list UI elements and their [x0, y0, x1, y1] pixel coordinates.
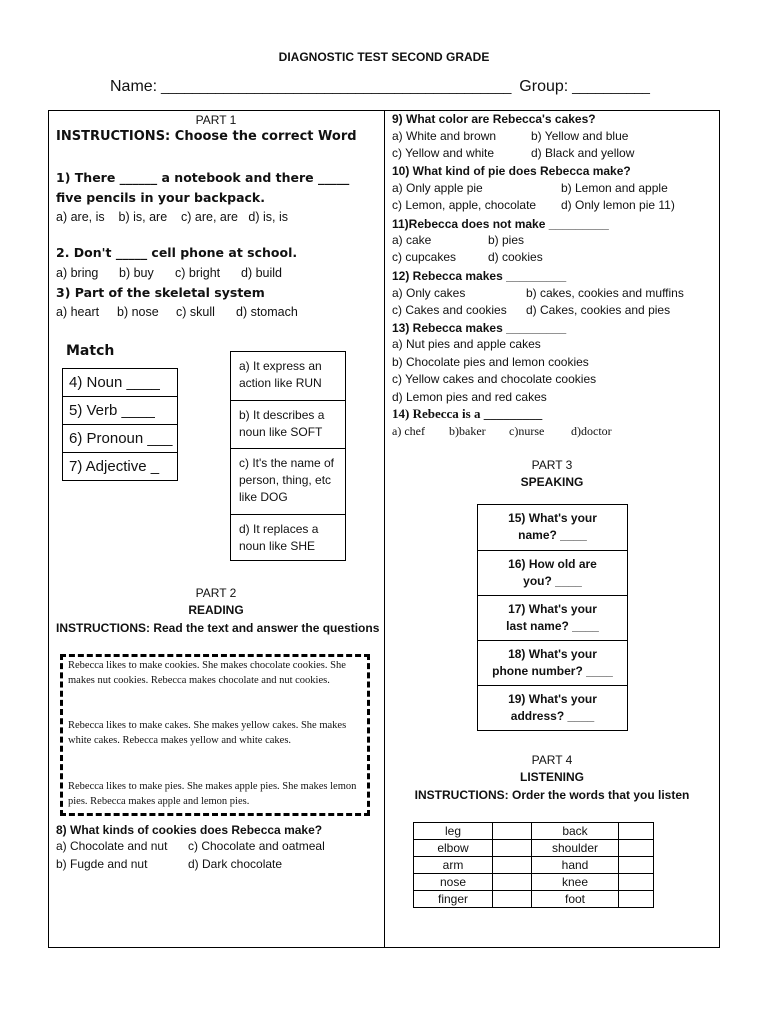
- match-item-pronoun[interactable]: 6) Pronoun ___: [63, 424, 177, 452]
- listening-table: [413, 822, 654, 908]
- part1-heading: PART 1: [195, 113, 237, 127]
- q13-option-c[interactable]: c) Yellow cakes and chocolate cookies: [392, 372, 597, 386]
- question-1-line1: 1) There ______ a notebook and there _____: [56, 170, 350, 185]
- order-cell[interactable]: [619, 823, 654, 840]
- question-10: 10) What kind of pie does Rebecca make?: [392, 164, 631, 178]
- question-14: 14) Rebecca is a _________: [392, 406, 543, 421]
- question-1-line2: five pencils in your backpack.: [56, 190, 265, 205]
- q13-option-a[interactable]: a) Nut pies and apple cakes: [392, 337, 541, 351]
- q8-option-b[interactable]: b) Fugde and nut: [56, 857, 148, 871]
- column-divider: [384, 110, 385, 948]
- speaking-question-15[interactable]: 15) What's your name? ____: [508, 511, 597, 542]
- q12-option-a[interactable]: a) Only cakes: [392, 286, 466, 300]
- q2-option-a[interactable]: a) bring: [56, 266, 99, 280]
- question-12: 12) Rebecca makes _________: [392, 269, 567, 283]
- q14-option-c[interactable]: c)nurse: [509, 424, 545, 438]
- order-cell[interactable]: [493, 823, 532, 840]
- match-left-column: [62, 368, 178, 481]
- part4-instructions: INSTRUCTIONS: Order the words that you listen: [414, 788, 690, 802]
- match-definition-c: c) It's the name of person, thing, etc like DOG: [231, 448, 345, 514]
- question-8: 8) What kinds of cookies does Rebecca make?: [56, 823, 323, 837]
- document-title: DIAGNOSTIC TEST SECOND GRADE: [278, 50, 490, 64]
- table-row: [414, 874, 654, 891]
- question-2: 2. Don't _____ cell phone at school.: [56, 245, 298, 260]
- name-blank[interactable]: _____________________________________________: [161, 78, 512, 94]
- part1-instructions: INSTRUCTIONS: Choose the correct Word: [56, 129, 357, 144]
- speaking-question-18[interactable]: 18) What's your phone number? ____: [478, 640, 627, 685]
- question-11: 11)Rebecca does not make _________: [392, 217, 609, 231]
- q13-option-b[interactable]: b) Chocolate pies and lemon cookies: [392, 355, 589, 369]
- table-row: [414, 891, 654, 908]
- q8-option-c[interactable]: c) Chocolate and oatmeal: [188, 839, 325, 853]
- table-row: [414, 823, 654, 840]
- reading-paragraph-2: Rebecca likes to make cakes. She makes yellow cakes. She makes white cakes. Rebecca makes yellow and white cakes.: [68, 720, 347, 746]
- speaking-question-16[interactable]: 16) How old are you? ____: [478, 550, 627, 595]
- q11-option-a[interactable]: a) cake: [392, 233, 432, 247]
- reading-paragraph-3: Rebecca likes to make pies. She makes apple pies. She makes lemon pies. Rebecca makes apple and lemon pies.: [68, 781, 357, 807]
- order-cell[interactable]: [619, 891, 654, 908]
- q9-option-c[interactable]: c) Yellow and white: [392, 146, 495, 160]
- name-label: Name:: [110, 78, 158, 95]
- q9-option-b[interactable]: b) Yellow and blue: [531, 129, 629, 143]
- order-cell[interactable]: [493, 840, 532, 857]
- q3-option-d[interactable]: d) stomach: [236, 305, 298, 319]
- q8-option-d[interactable]: d) Dark chocolate: [188, 857, 283, 871]
- match-item-noun[interactable]: 4) Noun ____: [63, 368, 177, 396]
- name-group-line: [110, 78, 650, 96]
- word-cell: shoulder: [532, 840, 619, 857]
- word-cell: leg: [414, 823, 493, 840]
- reading-paragraph-1: Rebecca likes to make cookies. She makes chocolate cookies. She makes nut cookies. Rebecca makes chocolate and nut cookies.: [68, 660, 346, 686]
- q10-option-a[interactable]: a) Only apple pie: [392, 181, 483, 195]
- word-cell: back: [532, 823, 619, 840]
- part2-instructions: INSTRUCTIONS: Read the text and answer the questions: [56, 621, 380, 635]
- order-cell[interactable]: [493, 874, 532, 891]
- q2-option-c[interactable]: c) bright: [175, 266, 221, 280]
- q10-option-c[interactable]: c) Lemon, apple, chocolate: [392, 198, 537, 212]
- q14-option-a[interactable]: a) chef: [392, 424, 425, 438]
- part2-heading: PART 2: [195, 586, 237, 600]
- q2-option-b[interactable]: b) buy: [119, 266, 154, 280]
- word-cell: arm: [414, 857, 493, 874]
- part3-heading: PART 3: [531, 458, 573, 472]
- q2-option-d[interactable]: d) build: [241, 266, 282, 280]
- q11-option-b[interactable]: b) pies: [488, 233, 525, 247]
- part3-subheading: SPEAKING: [520, 475, 584, 489]
- order-cell[interactable]: [493, 857, 532, 874]
- question-1-options: a) are, is b) is, are c) are, are d) is, is: [56, 210, 289, 224]
- order-cell[interactable]: [619, 874, 654, 891]
- q3-option-a[interactable]: a) heart: [56, 305, 100, 319]
- word-cell: foot: [532, 891, 619, 908]
- word-cell: elbow: [414, 840, 493, 857]
- q10-option-d[interactable]: d) Only lemon pie 11): [561, 198, 675, 212]
- match-item-adjective[interactable]: 7) Adjective _: [63, 452, 177, 480]
- part4-heading: PART 4: [531, 753, 573, 767]
- order-cell[interactable]: [493, 891, 532, 908]
- q10-option-b[interactable]: b) Lemon and apple: [561, 181, 668, 195]
- match-item-verb[interactable]: 5) Verb ____: [63, 396, 177, 424]
- question-3: 3) Part of the skeletal system: [56, 285, 265, 300]
- speaking-questions-box: [477, 504, 628, 731]
- q11-option-d[interactable]: d) cookies: [488, 250, 543, 264]
- part2-subheading: READING: [188, 603, 244, 617]
- q13-option-d[interactable]: d) Lemon pies and red cakes: [392, 390, 547, 404]
- q9-option-d[interactable]: d) Black and yellow: [531, 146, 635, 160]
- speaking-question-19[interactable]: 19) What's your address? ____: [478, 685, 627, 730]
- order-cell[interactable]: [619, 857, 654, 874]
- q12-option-d[interactable]: d) Cakes, cookies and pies: [526, 303, 671, 317]
- table-row: [414, 857, 654, 874]
- q8-option-a[interactable]: a) Chocolate and nut: [56, 839, 168, 853]
- group-blank[interactable]: __________: [572, 78, 650, 94]
- match-definition-a: a) It express an action like RUN: [239, 359, 322, 390]
- word-cell: hand: [532, 857, 619, 874]
- q11-option-c[interactable]: c) cupcakes: [392, 250, 457, 264]
- word-cell: knee: [532, 874, 619, 891]
- match-definition-d: d) It replaces a noun like SHE: [231, 514, 345, 560]
- match-title: Match: [66, 343, 115, 359]
- q12-option-c[interactable]: c) Cakes and cookies: [392, 303, 507, 317]
- word-cell: nose: [414, 874, 493, 891]
- match-right-column: [230, 351, 346, 561]
- order-cell[interactable]: [619, 840, 654, 857]
- q9-option-a[interactable]: a) White and brown: [392, 129, 497, 143]
- word-cell: finger: [414, 891, 493, 908]
- table-row: [414, 840, 654, 857]
- part4-subheading: LISTENING: [519, 770, 584, 784]
- match-definition-b: b) It describes a noun like SOFT: [231, 400, 345, 448]
- q14-option-d[interactable]: d)doctor: [571, 424, 612, 438]
- q3-option-b[interactable]: b) nose: [117, 305, 159, 319]
- q3-option-c[interactable]: c) skull: [176, 305, 215, 319]
- q12-option-b[interactable]: b) cakes, cookies and muffins: [526, 286, 684, 300]
- question-9: 9) What color are Rebecca's cakes?: [392, 112, 596, 126]
- speaking-question-17[interactable]: 17) What's your last name? ____: [478, 595, 627, 640]
- question-13: 13) Rebecca makes _________: [392, 321, 567, 335]
- group-label: Group:: [519, 78, 569, 95]
- q14-option-b[interactable]: b)baker: [449, 424, 486, 438]
